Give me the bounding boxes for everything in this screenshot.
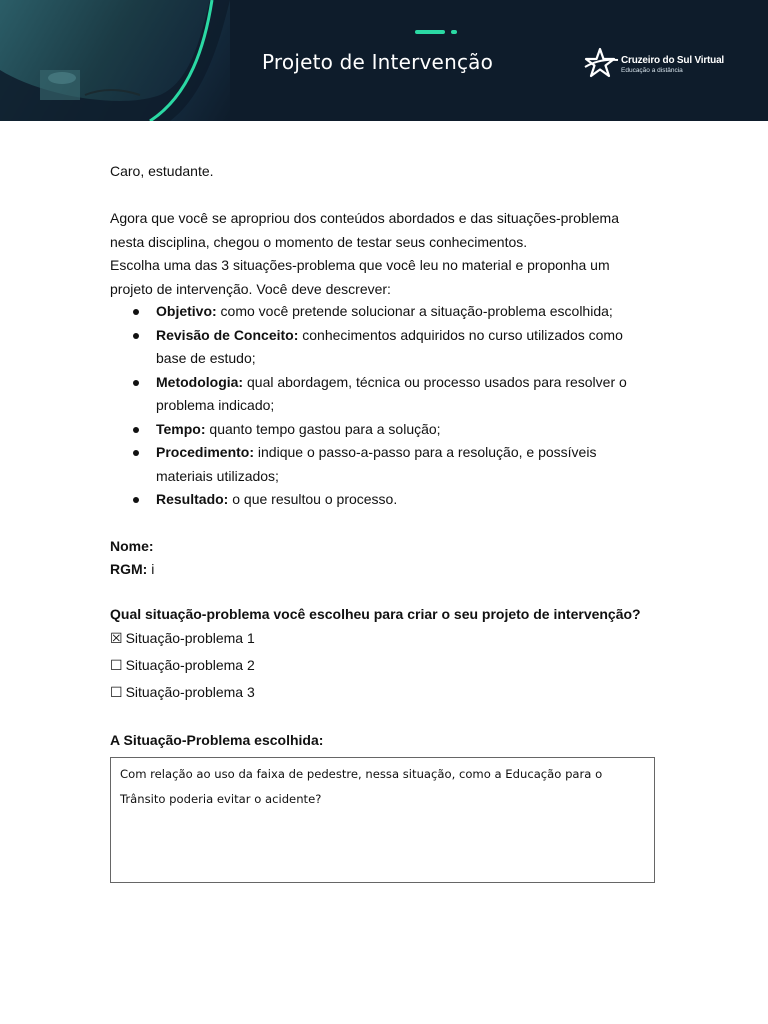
question-title: Qual situação-problema você escolheu para criar o seu projeto de intervenção?	[110, 606, 641, 622]
header-title: Projeto de Intervenção	[262, 50, 494, 74]
list-item	[110, 418, 650, 442]
star-logo-icon	[583, 47, 619, 79]
list-item-text: conhecimentos adquiridos no curso utilizados como base de estudo;	[156, 326, 623, 366]
bullet-icon	[133, 309, 139, 315]
name-field	[110, 538, 154, 554]
rgm-label: RGM:	[110, 561, 148, 577]
list-item-text: qual abordagem, técnica ou processo usados para resolver o problema indicado;	[156, 373, 627, 413]
intro-paragraph-1: Agora que você se apropriou dos conteúdos abordados e das situações-problema nesta disciplina, chegou o momento de testar seus conhecimentos.	[110, 210, 619, 250]
list-item-text: quanto tempo gastou para a solução;	[205, 420, 441, 437]
option-label: Situação-problema 1	[125, 630, 255, 646]
list-item-text: indique o passo-a-passo para a resolução, e possíveis materiais utilizados;	[156, 444, 597, 484]
chosen-problem-box[interactable]: Com relação ao uso da faixa de pedestre, nessa situação, como a Educação para o Trânsito poderia evitar o acidente?	[110, 757, 655, 883]
list-item	[110, 441, 650, 488]
chosen-problem-title: A Situação-Problema escolhida:	[110, 732, 324, 748]
option-situation-1[interactable]	[110, 630, 255, 647]
header-accent-dot	[451, 30, 457, 34]
bullet-icon	[133, 427, 139, 433]
requirements-list	[110, 300, 650, 512]
bullet-icon	[133, 333, 139, 339]
logo-name: Cruzeiro do Sul Virtual	[621, 55, 725, 66]
option-situation-2[interactable]	[110, 657, 255, 674]
option-situation-3[interactable]	[110, 684, 255, 701]
option-label: Situação-problema 3	[125, 684, 255, 700]
name-label: Nome:	[110, 538, 154, 554]
header-banner	[0, 0, 768, 121]
list-item-term: Procedimento:	[156, 444, 255, 460]
logo-tagline: Educação a distância	[621, 67, 683, 74]
checkbox-unchecked-icon[interactable]: ☐	[110, 658, 123, 674]
list-item	[110, 324, 650, 371]
list-item-text: o que resultou o processo.	[228, 491, 398, 507]
list-item	[110, 488, 650, 512]
list-item-term: Resultado:	[156, 491, 229, 507]
list-item-term: Tempo:	[156, 420, 206, 437]
greeting: Caro, estudante.	[110, 163, 214, 179]
brand-logo	[583, 47, 733, 79]
rgm-value: i	[147, 561, 155, 577]
intro	[110, 207, 650, 301]
list-item	[110, 300, 650, 324]
checkbox-checked-icon[interactable]: ☒	[110, 631, 123, 647]
list-item-term: Revisão de Conceito:	[156, 326, 299, 343]
list-item-text: como você pretende solucionar a situação-problema escolhida;	[216, 303, 613, 319]
rgm-field	[110, 561, 154, 577]
bullet-icon	[133, 380, 139, 386]
option-label: Situação-problema 2	[125, 657, 255, 673]
checkbox-unchecked-icon[interactable]: ☐	[110, 685, 123, 701]
header-accent-bar	[415, 30, 445, 34]
list-item-term: Metodologia:	[156, 373, 244, 390]
bullet-icon	[133, 450, 139, 456]
list-item	[110, 371, 650, 418]
bullet-icon	[133, 497, 139, 503]
intro-paragraph-2: Escolha uma das 3 situações-problema que você leu no material e proponha um projeto de intervenção. Você deve descrever:	[110, 257, 610, 297]
list-item-term: Objetivo:	[156, 303, 217, 319]
